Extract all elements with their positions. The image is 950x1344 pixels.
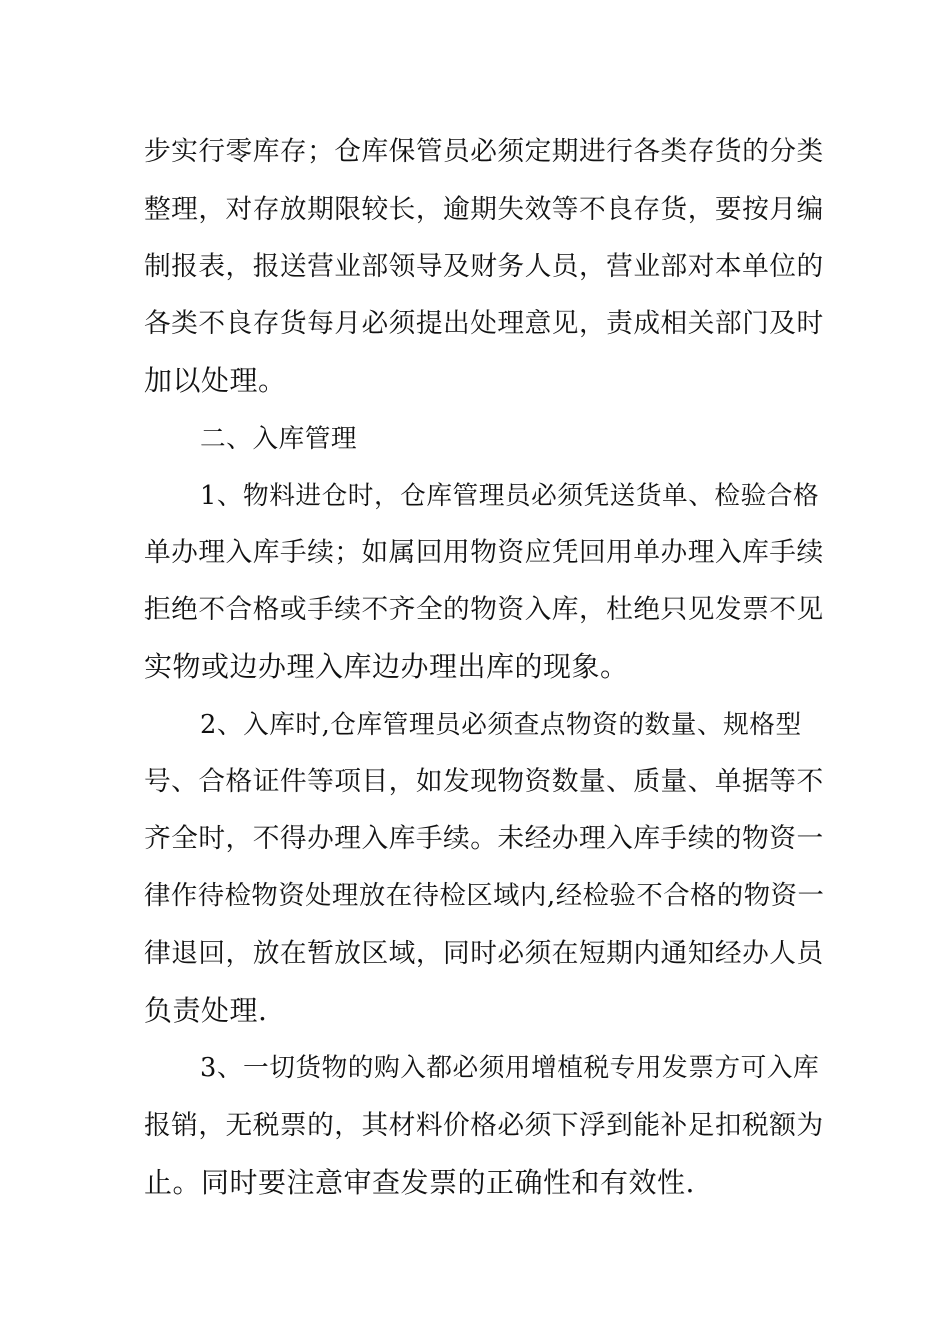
section-heading: 二、入库管理 bbox=[200, 424, 358, 454]
paragraph-line: 号、合格证件等项目，如发现物资数量、质量、单据等不 bbox=[144, 766, 824, 797]
paragraph-line: 律退回，放在暂放区域，同时必须在短期内通知经办人员 bbox=[144, 938, 824, 969]
paragraph-line: 齐全时，不得办理入库手续。未经办理入库手续的物资一 bbox=[144, 823, 824, 854]
paragraph-line: 整理，对存放期限较长，逾期失效等不良存货，要按月编 bbox=[144, 194, 824, 225]
paragraph-line: 步实行零库存；仓库保管员必须定期进行各类存货的分类 bbox=[144, 136, 824, 167]
paragraph-line: 负责处理. bbox=[144, 994, 268, 1027]
paragraph-line: 单办理入库手续；如属回用物资应凭回用单办理入库手续 bbox=[144, 537, 824, 568]
paragraph-line: 1、物料进仓时，仓库管理员必须凭送货单、检验合格 bbox=[200, 481, 820, 511]
paragraph-line: 加以处理。 bbox=[144, 364, 287, 397]
paragraph-line: 实物或边办理入库边办理出库的现象。 bbox=[144, 650, 629, 683]
paragraph-line: 报销，无税票的，其材料价格必须下浮到能补足扣税额为 bbox=[144, 1110, 824, 1141]
paragraph-line: 2、入库时,仓库管理员必须查点物资的数量、规格型 bbox=[200, 710, 802, 740]
paragraph-line: 制报表，报送营业部领导及财务人员，营业部对本单位的 bbox=[144, 251, 824, 282]
paragraph-line: 律作待检物资处理放在待检区域内,经检验不合格的物资一 bbox=[144, 881, 825, 911]
paragraph-line: 止。同时要注意审查发票的正确性和有效性. bbox=[144, 1166, 695, 1199]
paragraph-line: 各类不良存货每月必须提出处理意见，责成相关部门及时 bbox=[144, 308, 824, 339]
paragraph-line: 拒绝不合格或手续不齐全的物资入库，杜绝只见发票不见 bbox=[144, 594, 824, 625]
paragraph-line: 3、一切货物的购入都必须用增植税专用发票方可入库 bbox=[200, 1053, 820, 1083]
